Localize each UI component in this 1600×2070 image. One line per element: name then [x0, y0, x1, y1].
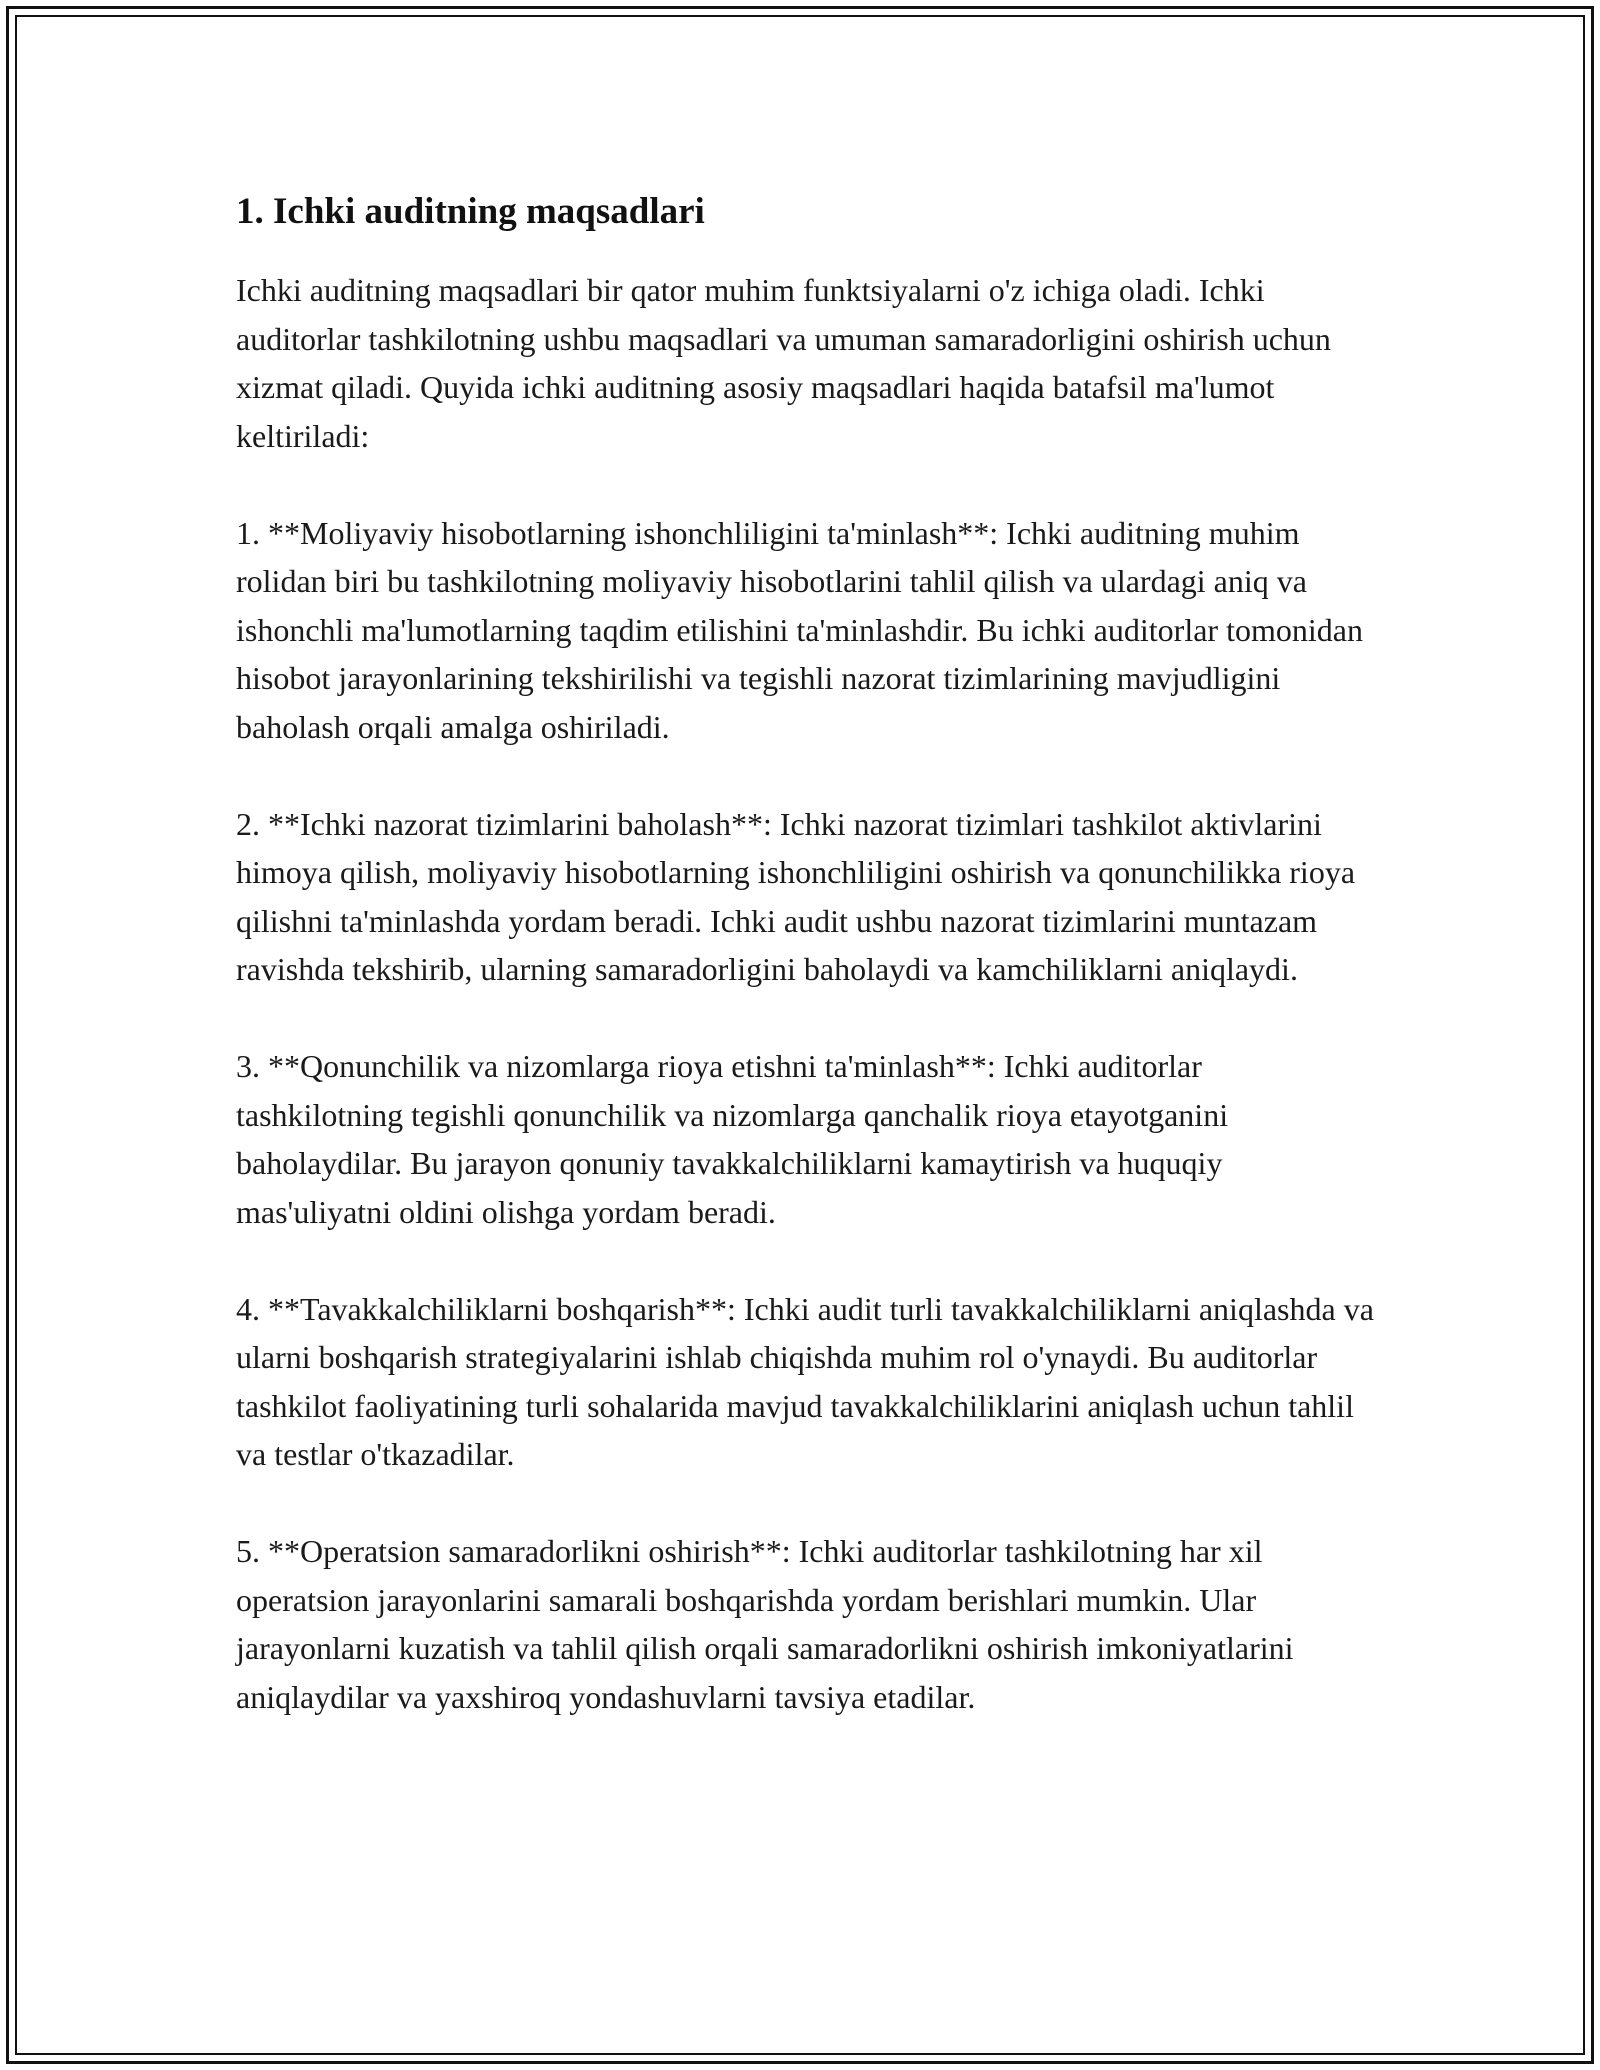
- paragraph-item-4: 4. **Tavakkalchiliklarni boshqarish**: Ichki audit turli tavakkalchiliklarni aniqlashda va ularni boshqarish strategiyalarini ishlab chiqishda muhim rol o'ynaydi. Bu auditorlar tashkilot faoliyatining turli sohalarida mavjud tavakkalchiliklarini aniqlash uchun tahlil va testlar o'tkazadilar.: [236, 1290, 1374, 1472]
- paragraph-item-5: 5. **Operatsion samaradorlikni oshirish**: Ichki auditorlar tashkilotning har xil operatsion jarayonlarini samarali boshqarishda yordam berishlari mumkin. Ular jarayonlarni kuzatish va tahlil qilish orqali samaradorlikni oshirish imkoniyatlarini aniqlaydilar va yaxshiroq yondashuvlarni tavsiya etadilar.: [236, 1533, 1294, 1715]
- document-body: [236, 188, 1376, 1770]
- paragraph-item-2: 2. **Ichki nazorat tizimlarini baholash**: Ichki nazorat tizimlari tashkilot aktivlarini himoya qilish, moliyaviy hisobotlarning ishonchliligini oshirish va qonunchilikka rioya qilishni ta'minlashda yordam beradi. Ichki audit ushbu nazorat tizimlarini muntazam ravishda tekshirib, ularning samaradorligini baholaydi va kamchiliklarni aniqlaydi.: [236, 805, 1356, 987]
- section-heading: 1. Ichki auditning maqsadlari: [236, 191, 705, 232]
- paragraph-item-3: 3. **Qonunchilik va nizomlarga rioya etishni ta'minlash**: Ichki auditorlar tashkilotning tegishli qonunchilik va nizomlarga qanchalik rioya etayotganini baholaydilar. Bu jarayon qonuniy tavakkalchiliklarni kamaytirish va huquqiy mas'uliyatni oldini olishga yordam beradi.: [236, 1048, 1229, 1230]
- intro-paragraph: Ichki auditning maqsadlari bir qator muhim funktsiyalarni o'z ichiga oladi. Ichki auditorlar tashkilotning ushbu maqsadlari va umuman samaradorligini oshirish uchun xizmat qiladi. Quyida ichki auditning asosiy maqsadlari haqida batafsil ma'lumot keltiriladi:: [236, 272, 1331, 454]
- paragraph-item-1: 1. **Moliyaviy hisobotlarning ishonchliligini ta'minlash**: Ichki auditning muhim rolidan biri bu tashkilotning moliyaviy hisobotlarini tahlil qilish va ulardagi aniq va ishonchli ma'lumotlarning taqdim etilishini ta'minlashdir. Bu ichki auditorlar tomonidan hisobot jarayonlarining tekshirilishi va tegishli nazorat tizimlarining mavjudligini baholash orqali amalga oshiriladi.: [236, 514, 1363, 745]
